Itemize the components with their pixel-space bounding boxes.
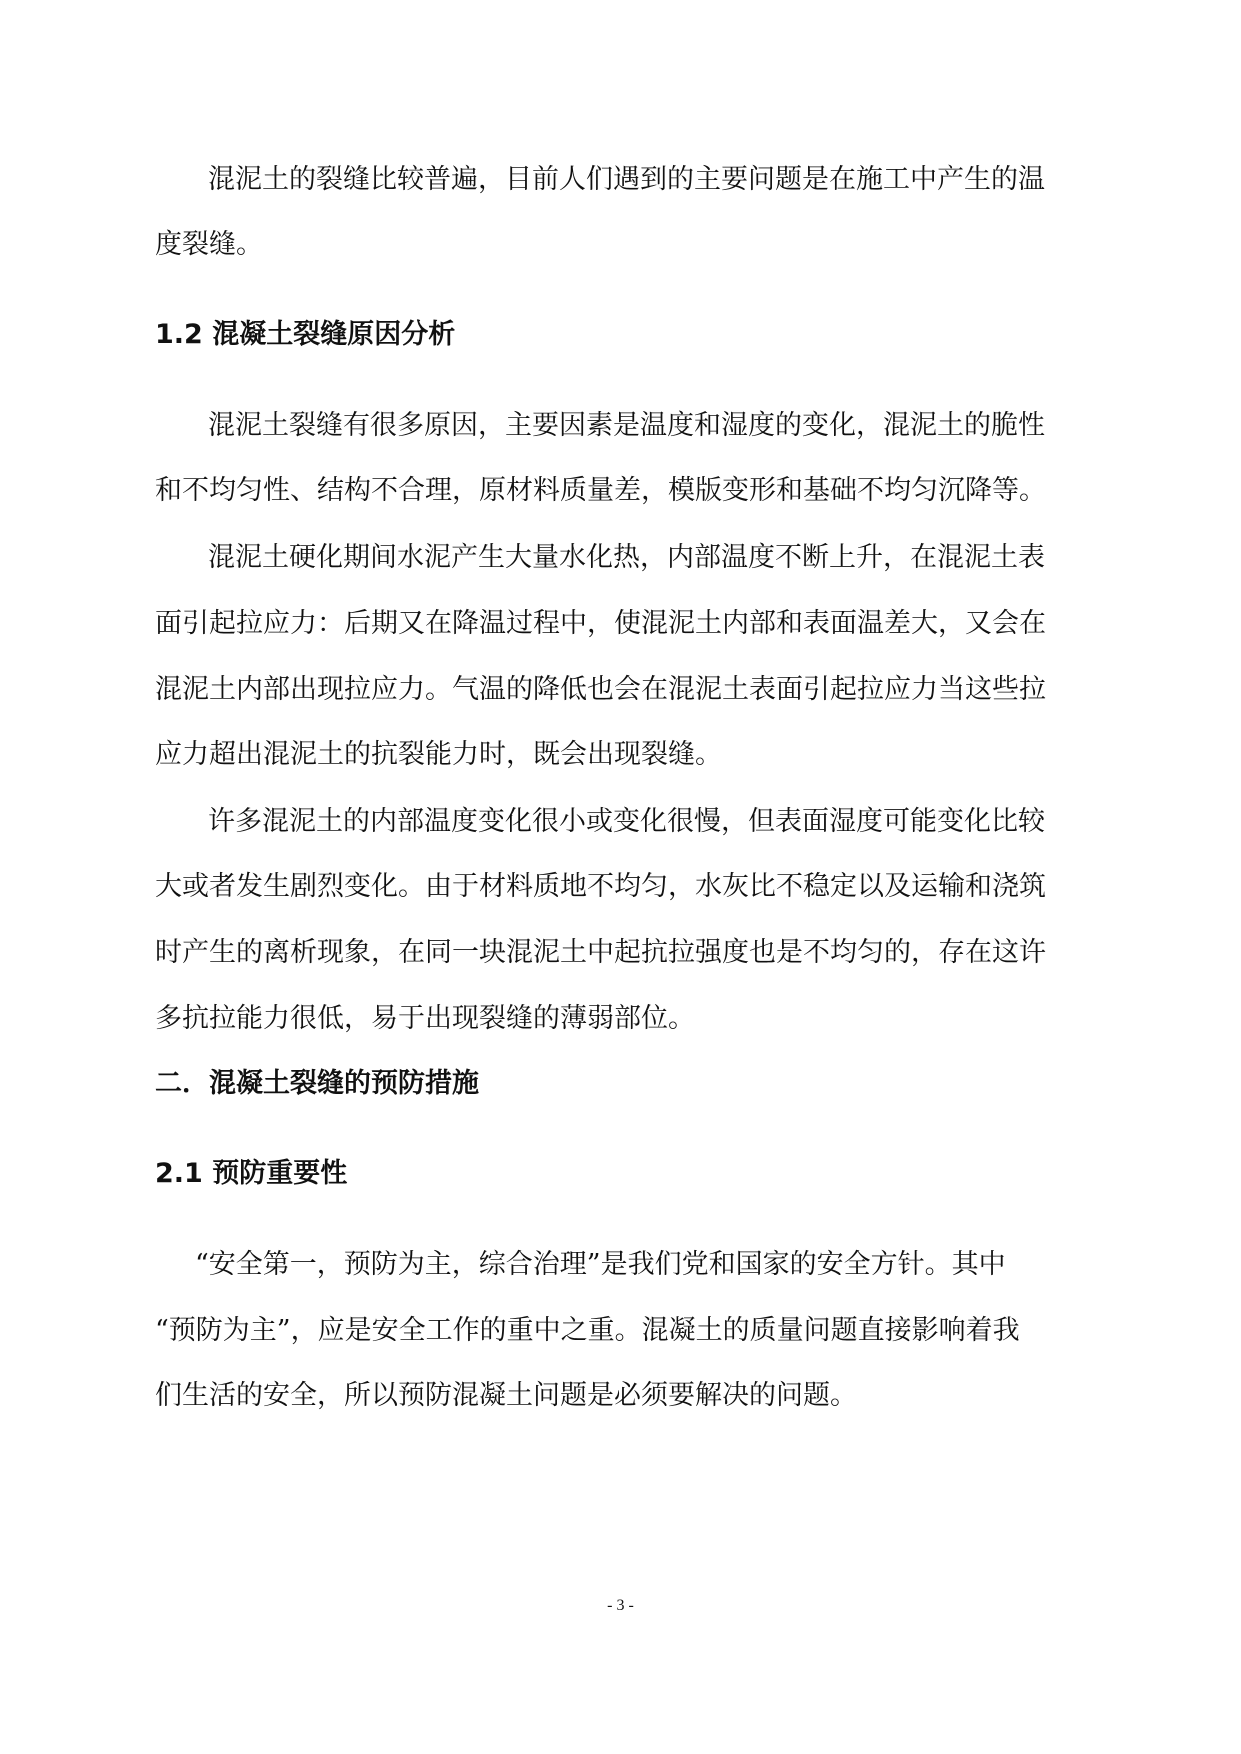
paragraph-3-line-3: 混泥土内部出现拉应力。气温的降低也会在混泥土表面引起拉应力当这些拉 — [155, 674, 1046, 705]
paragraph-3-line-2: 面引起拉应力：后期又在降温过程中，使混泥土内部和表面温差大，又会在 — [155, 608, 1046, 639]
section-heading-2-1: 2.1 预防重要性 — [155, 1158, 348, 1189]
paragraph-4-line-1: 许多混泥土的内部温度变化很小或变化很慢，但表面湿度可能变化比较 — [208, 806, 1045, 837]
paragraph-3-line-1: 混泥土硬化期间水泥产生大量水化热，内部温度不断上升，在混泥土表 — [208, 542, 1045, 573]
paragraph-2-line-1: 混泥土裂缝有很多原因，主要因素是温度和湿度的变化，混泥土的脆性 — [208, 410, 1045, 441]
paragraph-5-line-1: “安全第一，预防为主，综合治理”是我们党和国家的安全方针。其中 — [195, 1249, 1006, 1280]
paragraph-1-line-1: 混泥土的裂缝比较普遍，目前人们遇到的主要问题是在施工中产生的温 — [208, 164, 1045, 195]
paragraph-2-line-2: 和不均匀性、结构不合理，原材料质量差，模版变形和基础不均匀沉降等。 — [155, 475, 1046, 506]
page-number: - 3 - — [607, 1597, 634, 1614]
paragraph-5-line-2: “预防为主”，应是安全工作的重中之重。混凝土的质量问题直接影响着我 — [155, 1315, 1020, 1346]
paragraph-4-line-3: 时产生的离析现象，在同一块混泥土中起抗拉强度也是不均匀的，存在这许 — [155, 937, 1046, 968]
paragraph-3-line-4: 应力超出混泥土的抗裂能力时，既会出现裂缝。 — [155, 739, 722, 770]
paragraph-4-line-4: 多抗拉能力很低，易于出现裂缝的薄弱部位。 — [155, 1003, 695, 1034]
paragraph-1-line-2: 度裂缝。 — [155, 229, 263, 260]
paragraph-4-line-2: 大或者发生剧烈变化。由于材料质地不均匀，水灰比不稳定以及运输和浇筑 — [155, 871, 1046, 902]
section-heading-1-2: 1.2 混凝土裂缝原因分析 — [155, 319, 456, 350]
chapter-heading-2: 二．混凝土裂缝的预防措施 — [155, 1068, 479, 1099]
paragraph-5-line-3: 们生活的安全，所以预防混凝土问题是必须要解决的问题。 — [155, 1380, 857, 1411]
